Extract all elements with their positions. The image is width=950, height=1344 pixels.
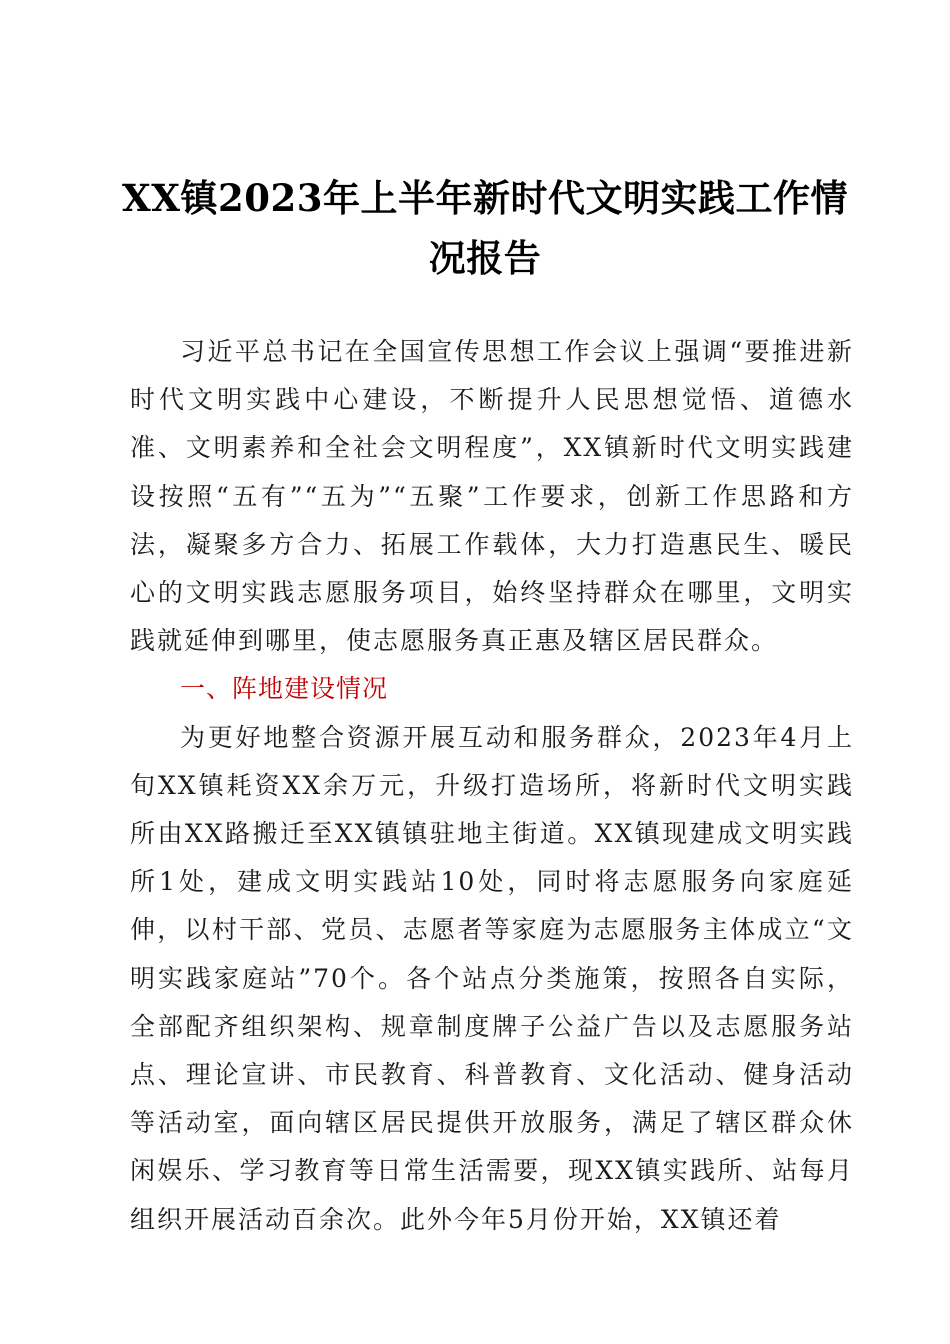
- document-body: [130, 328, 854, 1244]
- intro-paragraph: 习近平总书记在全国宣传思想工作会议上强调“要推进新时代文明实践中心建设，不断提升人民思想觉悟、道德水准、文明素养和全社会文明程度”，XX镇新时代文明实践建设按照“五有”“五为”“五聚”工作要求，创新工作思路和方法，凝聚多方合力、拓展工作载体，大力打造惠民生、暖民心的文明实践志愿服务项目，始终坚持群众在哪里，文明实践就延伸到哪里，使志愿服务真正惠及辖区居民群众。: [130, 337, 854, 656]
- section-heading: 一、阵地建设情况: [180, 674, 389, 704]
- document-title: XX镇2023年上半年新时代文明实践工作情况报告: [122, 176, 848, 280]
- section-paragraph: 为更好地整合资源开展互动和服务群众，2023年4月上旬XX镇耗资XX余万元，升级打造场所，将新时代文明实践所由XX路搬迁至XX镇镇驻地主街道。XX镇现建成文明实践所1处，建成文明实践站10处，同时将志愿服务向家庭延伸，以村干部、党员、志愿者等家庭为志愿服务主体成立“文明实践家庭站”70个。各个站点分类施策，按照各自实际，全部配齐组织架构、规章制度牌子公益广告以及志愿服务站点、理论宣讲、市民教育、科普教育、文化活动、健身活动等活动室，面向辖区居民提供开放服务，满足了辖区群众休闲娱乐、学习教育等日常生活需要，现XX镇实践所、站每月组织开展活动百余次。此外今年5月份开始，XX镇还着: [130, 722, 854, 1234]
